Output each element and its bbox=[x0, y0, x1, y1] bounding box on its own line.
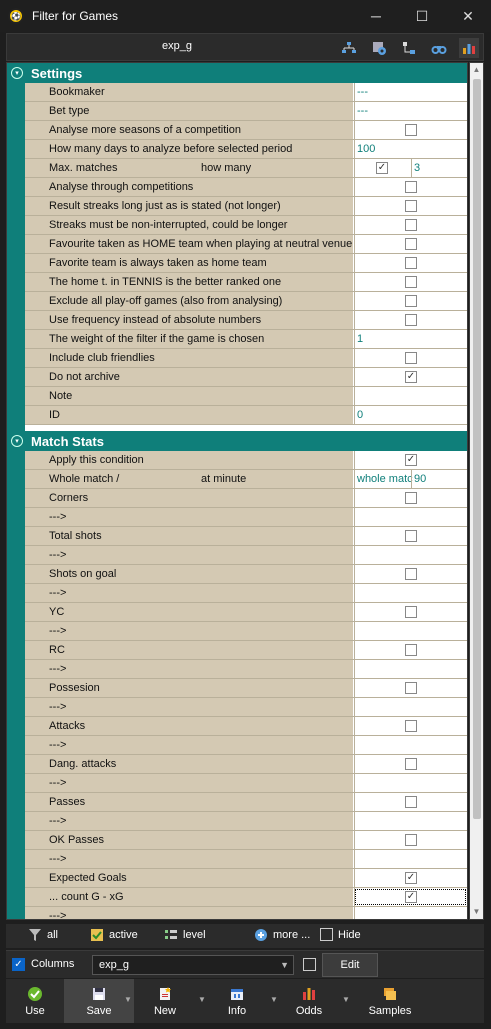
check-circle-icon bbox=[27, 986, 43, 1002]
hide-label: Hide bbox=[338, 928, 361, 941]
row-checkbox[interactable] bbox=[405, 834, 417, 846]
grid-row[interactable] bbox=[25, 159, 467, 178]
row-value-cell[interactable] bbox=[354, 565, 467, 583]
show-active-button[interactable] bbox=[90, 928, 138, 942]
filter-name: exp_g bbox=[162, 40, 192, 52]
row-label: Bet type bbox=[25, 102, 353, 120]
row-label: Possesion bbox=[25, 679, 353, 697]
row-label: ---> bbox=[25, 907, 353, 920]
new-button[interactable] bbox=[136, 979, 194, 1023]
grid-row[interactable] bbox=[25, 907, 467, 920]
grid-row[interactable] bbox=[25, 311, 467, 330]
row-label: Total shots bbox=[25, 527, 353, 545]
row-value-cell[interactable] bbox=[354, 527, 467, 545]
info-dropdown-icon[interactable]: ▼ bbox=[270, 995, 278, 1004]
grid-row[interactable] bbox=[25, 387, 467, 406]
row-value-cell[interactable] bbox=[354, 812, 467, 830]
edit-button[interactable]: Edit bbox=[322, 953, 378, 977]
row-value-cell[interactable] bbox=[354, 641, 467, 659]
grid-row[interactable] bbox=[25, 470, 467, 489]
grid-row[interactable] bbox=[25, 349, 467, 368]
row-label: Attacks bbox=[25, 717, 353, 735]
info-label: Info bbox=[227, 1004, 247, 1017]
show-level-button[interactable] bbox=[164, 928, 206, 942]
row-label: Expected Goals bbox=[25, 869, 353, 887]
row-value-cell[interactable] bbox=[354, 717, 467, 735]
columns-select-value: exp_g bbox=[99, 959, 129, 971]
grid-row[interactable] bbox=[25, 565, 467, 584]
row-value-cell[interactable] bbox=[354, 831, 467, 849]
row-value-cell[interactable] bbox=[354, 584, 467, 602]
row-label: ---> bbox=[25, 774, 353, 792]
row-value-cell[interactable] bbox=[354, 159, 467, 177]
grid-row[interactable] bbox=[25, 736, 467, 755]
grid-row[interactable] bbox=[25, 273, 467, 292]
row-label: Analyse through competitions bbox=[25, 178, 353, 196]
save-dropdown-icon[interactable]: ▼ bbox=[124, 995, 132, 1004]
row-label: Corners bbox=[25, 489, 353, 507]
save-label: Save bbox=[86, 1004, 112, 1017]
row-value-cell[interactable] bbox=[354, 850, 467, 868]
hide-checkbox[interactable] bbox=[320, 928, 333, 941]
row-value[interactable]: --- bbox=[357, 105, 368, 117]
row-value[interactable]: 1 bbox=[357, 333, 364, 345]
row-label: ID bbox=[25, 406, 353, 424]
row-label: How many days to analyze before selected period bbox=[25, 140, 353, 158]
grid-row[interactable] bbox=[25, 178, 467, 197]
grid-row[interactable] bbox=[25, 888, 467, 907]
row-value-cell[interactable] bbox=[354, 451, 467, 469]
grid-row[interactable] bbox=[25, 368, 467, 387]
row-label: Max. matches bbox=[25, 159, 353, 177]
odds-dropdown-icon[interactable]: ▼ bbox=[342, 995, 350, 1004]
grid-row[interactable] bbox=[25, 812, 467, 831]
row-checkbox[interactable]: ✓ bbox=[406, 872, 416, 883]
row-label: ... count G - xG bbox=[25, 888, 353, 906]
grid-row[interactable] bbox=[25, 121, 467, 140]
row-value-cell[interactable] bbox=[354, 869, 467, 887]
row-label: Do not archive bbox=[25, 368, 353, 386]
row-value-secondary[interactable]: 90 bbox=[411, 470, 426, 488]
hierarchy-icon[interactable] bbox=[399, 38, 419, 58]
grid-row[interactable] bbox=[25, 102, 467, 121]
row-value-cell[interactable] bbox=[354, 508, 467, 526]
row-value-cell[interactable] bbox=[354, 679, 467, 697]
row-checkbox[interactable] bbox=[405, 219, 417, 231]
scroll-down-icon[interactable]: ▼ bbox=[472, 907, 481, 916]
row-checkbox[interactable] bbox=[405, 314, 417, 326]
grid-row[interactable] bbox=[25, 451, 467, 470]
use-button[interactable] bbox=[6, 979, 64, 1023]
grid-row[interactable] bbox=[25, 489, 467, 508]
use-label: Use bbox=[25, 1004, 45, 1017]
floppy-disk-icon bbox=[91, 986, 107, 1002]
row-value-cell[interactable] bbox=[354, 349, 467, 367]
grid-row[interactable] bbox=[25, 660, 467, 679]
row-checkbox[interactable] bbox=[405, 720, 417, 732]
minimize-button[interactable]: ─ bbox=[371, 8, 381, 24]
grid-row[interactable] bbox=[25, 292, 467, 311]
columns-label: Columns bbox=[31, 958, 75, 970]
row-checkbox[interactable]: ✓ bbox=[406, 371, 416, 382]
new-label: New bbox=[153, 1004, 176, 1017]
row-checkbox[interactable] bbox=[405, 352, 417, 364]
row-value-cell[interactable] bbox=[354, 406, 467, 424]
binoculars-icon[interactable] bbox=[429, 38, 449, 58]
row-label: ---> bbox=[25, 812, 353, 830]
row-value[interactable]: 0 bbox=[357, 409, 364, 421]
odds-button[interactable] bbox=[280, 979, 338, 1023]
grid-row[interactable] bbox=[25, 793, 467, 812]
samples-button[interactable] bbox=[352, 979, 428, 1023]
grid-row[interactable] bbox=[25, 603, 467, 622]
row-checkbox[interactable] bbox=[405, 276, 417, 288]
row-label: RC bbox=[25, 641, 353, 659]
row-checkbox[interactable] bbox=[405, 682, 417, 694]
row-value[interactable]: whole matc bbox=[357, 473, 413, 485]
title-bar bbox=[0, 0, 491, 32]
grid-row[interactable] bbox=[25, 254, 467, 273]
grid-row[interactable] bbox=[25, 140, 467, 159]
row-value-cell[interactable] bbox=[354, 755, 467, 773]
window-title: Filter for Games bbox=[32, 9, 119, 23]
scroll-thumb[interactable] bbox=[473, 79, 481, 819]
row-value-cell[interactable] bbox=[354, 387, 467, 405]
grid-row[interactable] bbox=[25, 641, 467, 660]
grid-row[interactable] bbox=[25, 197, 467, 216]
row-value-cell[interactable] bbox=[354, 793, 467, 811]
row-value-cell[interactable] bbox=[354, 907, 467, 920]
row-value-cell[interactable] bbox=[354, 774, 467, 792]
show-level-label: level bbox=[183, 929, 206, 941]
row-label: ---> bbox=[25, 508, 353, 526]
show-all-button[interactable] bbox=[28, 928, 58, 942]
grid-row[interactable] bbox=[25, 774, 467, 793]
info-icon bbox=[229, 986, 245, 1002]
columns-select[interactable] bbox=[92, 955, 294, 975]
filter-toolbar bbox=[6, 33, 484, 61]
row-checkbox[interactable] bbox=[405, 257, 417, 269]
funnel-icon bbox=[28, 928, 42, 942]
level-icon bbox=[164, 928, 178, 942]
show-all-label: all bbox=[47, 929, 59, 941]
row-checkbox[interactable]: ✓ bbox=[406, 454, 416, 465]
action-bar bbox=[6, 979, 484, 1023]
row-value-cell[interactable] bbox=[354, 102, 467, 120]
odds-label: Odds bbox=[295, 1004, 323, 1017]
row-checkbox[interactable] bbox=[405, 796, 417, 808]
grid-row[interactable] bbox=[25, 546, 467, 565]
columns-checkbox[interactable]: ✓ bbox=[12, 958, 25, 971]
row-checkbox[interactable]: ✓ bbox=[377, 162, 387, 173]
row-value[interactable]: 100 bbox=[357, 143, 376, 155]
row-label: The weight of the filter if the game is chosen bbox=[25, 330, 353, 348]
grid-row[interactable] bbox=[25, 216, 467, 235]
row-value[interactable]: 3 bbox=[411, 159, 420, 177]
settings-category-header[interactable] bbox=[7, 63, 467, 83]
row-value-cell[interactable] bbox=[354, 330, 467, 348]
columns-bar bbox=[6, 950, 484, 978]
row-label: Streaks must be non-interrupted, could be longer bbox=[25, 216, 353, 234]
row-checkbox[interactable] bbox=[405, 606, 417, 618]
row-value-cell[interactable] bbox=[354, 140, 467, 158]
row-checkbox[interactable] bbox=[405, 181, 417, 193]
grid-row[interactable] bbox=[25, 831, 467, 850]
grid-row[interactable] bbox=[25, 406, 467, 425]
row-checkbox[interactable] bbox=[405, 644, 417, 656]
row-sublabel: at minute bbox=[201, 473, 247, 485]
row-value-cell[interactable] bbox=[354, 178, 467, 196]
row-label: Apply this condition bbox=[25, 451, 353, 469]
row-label: Passes bbox=[25, 793, 353, 811]
grid-row[interactable] bbox=[25, 330, 467, 349]
row-label: Favourite taken as HOME team when playing at neutral venue bbox=[25, 235, 353, 253]
grid-row[interactable] bbox=[25, 869, 467, 888]
row-value-cell[interactable] bbox=[354, 622, 467, 640]
row-label: Favorite team is always taken as home team bbox=[25, 254, 353, 272]
row-value[interactable]: --- bbox=[357, 86, 368, 98]
row-sublabel: how many bbox=[201, 162, 252, 174]
collapse-icon[interactable]: ▾ bbox=[11, 67, 23, 79]
match-stats-title: Match Stats bbox=[31, 433, 104, 449]
close-button[interactable]: ✕ bbox=[462, 7, 474, 24]
grid-row[interactable] bbox=[25, 622, 467, 641]
collapse-icon[interactable]: ▾ bbox=[11, 435, 23, 447]
app-logo-icon: ⚽ bbox=[8, 8, 24, 24]
row-checkbox[interactable] bbox=[405, 295, 417, 307]
row-label: Analyse more seasons of a competition bbox=[25, 121, 353, 139]
checklist-icon bbox=[90, 928, 104, 942]
row-label: ---> bbox=[25, 850, 353, 868]
grid-row[interactable] bbox=[25, 584, 467, 603]
row-label: Whole match / bbox=[25, 470, 353, 488]
row-label: ---> bbox=[25, 698, 353, 716]
row-checkbox[interactable] bbox=[405, 492, 417, 504]
row-label: YC bbox=[25, 603, 353, 621]
row-value-cell[interactable] bbox=[354, 470, 467, 488]
row-value-cell[interactable] bbox=[354, 603, 467, 621]
row-label: Use frequency instead of absolute numbers bbox=[25, 311, 353, 329]
more-options-button[interactable] bbox=[254, 928, 310, 942]
row-label: Dang. attacks bbox=[25, 755, 353, 773]
row-value-cell[interactable] bbox=[354, 273, 467, 291]
row-label: ---> bbox=[25, 584, 353, 602]
grid-row[interactable] bbox=[25, 527, 467, 546]
row-label: Note bbox=[25, 387, 353, 405]
row-checkbox[interactable] bbox=[405, 124, 417, 136]
row-checkbox[interactable] bbox=[405, 758, 417, 770]
grid-row[interactable] bbox=[25, 83, 467, 102]
maximize-button[interactable]: ☐ bbox=[415, 7, 429, 24]
samples-label: Samples bbox=[368, 1004, 412, 1017]
add-more-icon bbox=[254, 928, 268, 942]
bar-chart-icon[interactable] bbox=[459, 38, 479, 58]
match-stats-category-header[interactable] bbox=[7, 431, 467, 451]
info-button[interactable] bbox=[208, 979, 266, 1023]
grid-row[interactable] bbox=[25, 679, 467, 698]
grid-row[interactable] bbox=[25, 755, 467, 774]
new-dropdown-icon[interactable]: ▼ bbox=[198, 995, 206, 1004]
row-value-cell[interactable] bbox=[354, 660, 467, 678]
row-value-cell[interactable] bbox=[354, 698, 467, 716]
settings-gutter bbox=[7, 83, 25, 431]
row-value-cell[interactable] bbox=[354, 121, 467, 139]
grid-row[interactable] bbox=[25, 698, 467, 717]
row-value-cell[interactable] bbox=[354, 292, 467, 310]
row-value-cell[interactable] bbox=[354, 736, 467, 754]
row-value-cell[interactable] bbox=[354, 311, 467, 329]
show-active-label: active bbox=[109, 929, 138, 941]
view-filter-bar bbox=[6, 924, 484, 948]
property-grid bbox=[6, 62, 468, 920]
row-value-cell[interactable] bbox=[354, 216, 467, 234]
grid-row[interactable] bbox=[25, 850, 467, 869]
row-label: ---> bbox=[25, 546, 353, 564]
tree-structure-icon[interactable] bbox=[339, 38, 359, 58]
row-value-cell[interactable] bbox=[354, 254, 467, 272]
row-label: Include club friendlies bbox=[25, 349, 353, 367]
grid-row[interactable] bbox=[25, 235, 467, 254]
row-checkbox[interactable] bbox=[405, 200, 417, 212]
row-label: ---> bbox=[25, 736, 353, 754]
row-checkbox[interactable] bbox=[405, 530, 417, 542]
grid-row[interactable] bbox=[25, 717, 467, 736]
settings-title: Settings bbox=[31, 65, 83, 81]
row-label: ---> bbox=[25, 660, 353, 678]
scroll-up-icon[interactable]: ▲ bbox=[472, 65, 481, 74]
row-value-cell[interactable] bbox=[354, 235, 467, 253]
row-value-cell[interactable] bbox=[354, 489, 467, 507]
grid-row[interactable] bbox=[25, 508, 467, 527]
odds-chart-icon bbox=[301, 986, 317, 1002]
columns-extra-checkbox[interactable] bbox=[303, 958, 316, 971]
row-checkbox[interactable]: ✓ bbox=[406, 891, 416, 902]
more-options-label: more ... bbox=[273, 929, 311, 941]
hide-toggle[interactable] bbox=[320, 928, 361, 941]
chevron-down-icon: ▼ bbox=[280, 960, 289, 970]
row-label: The home t. in TENNIS is the better ranked one bbox=[25, 273, 353, 291]
row-value-cell[interactable] bbox=[354, 546, 467, 564]
row-label: ---> bbox=[25, 622, 353, 640]
row-checkbox[interactable] bbox=[405, 568, 417, 580]
vertical-scrollbar[interactable] bbox=[469, 62, 484, 920]
new-document-icon bbox=[157, 986, 173, 1002]
settings-gear-icon[interactable] bbox=[369, 38, 389, 58]
row-checkbox[interactable] bbox=[405, 238, 417, 250]
samples-stack-icon bbox=[382, 986, 398, 1002]
row-label: Shots on goal bbox=[25, 565, 353, 583]
row-label: Result streaks long just as is stated (not longer) bbox=[25, 197, 353, 215]
match-stats-gutter bbox=[7, 451, 25, 920]
row-label: OK Passes bbox=[25, 831, 353, 849]
row-label: Bookmaker bbox=[25, 83, 353, 101]
row-value-cell[interactable] bbox=[354, 888, 467, 906]
row-value-cell[interactable] bbox=[354, 368, 467, 386]
row-label: Exclude all play-off games (also from analysing) bbox=[25, 292, 353, 310]
row-value-cell[interactable] bbox=[354, 197, 467, 215]
row-value-cell[interactable] bbox=[354, 83, 467, 101]
